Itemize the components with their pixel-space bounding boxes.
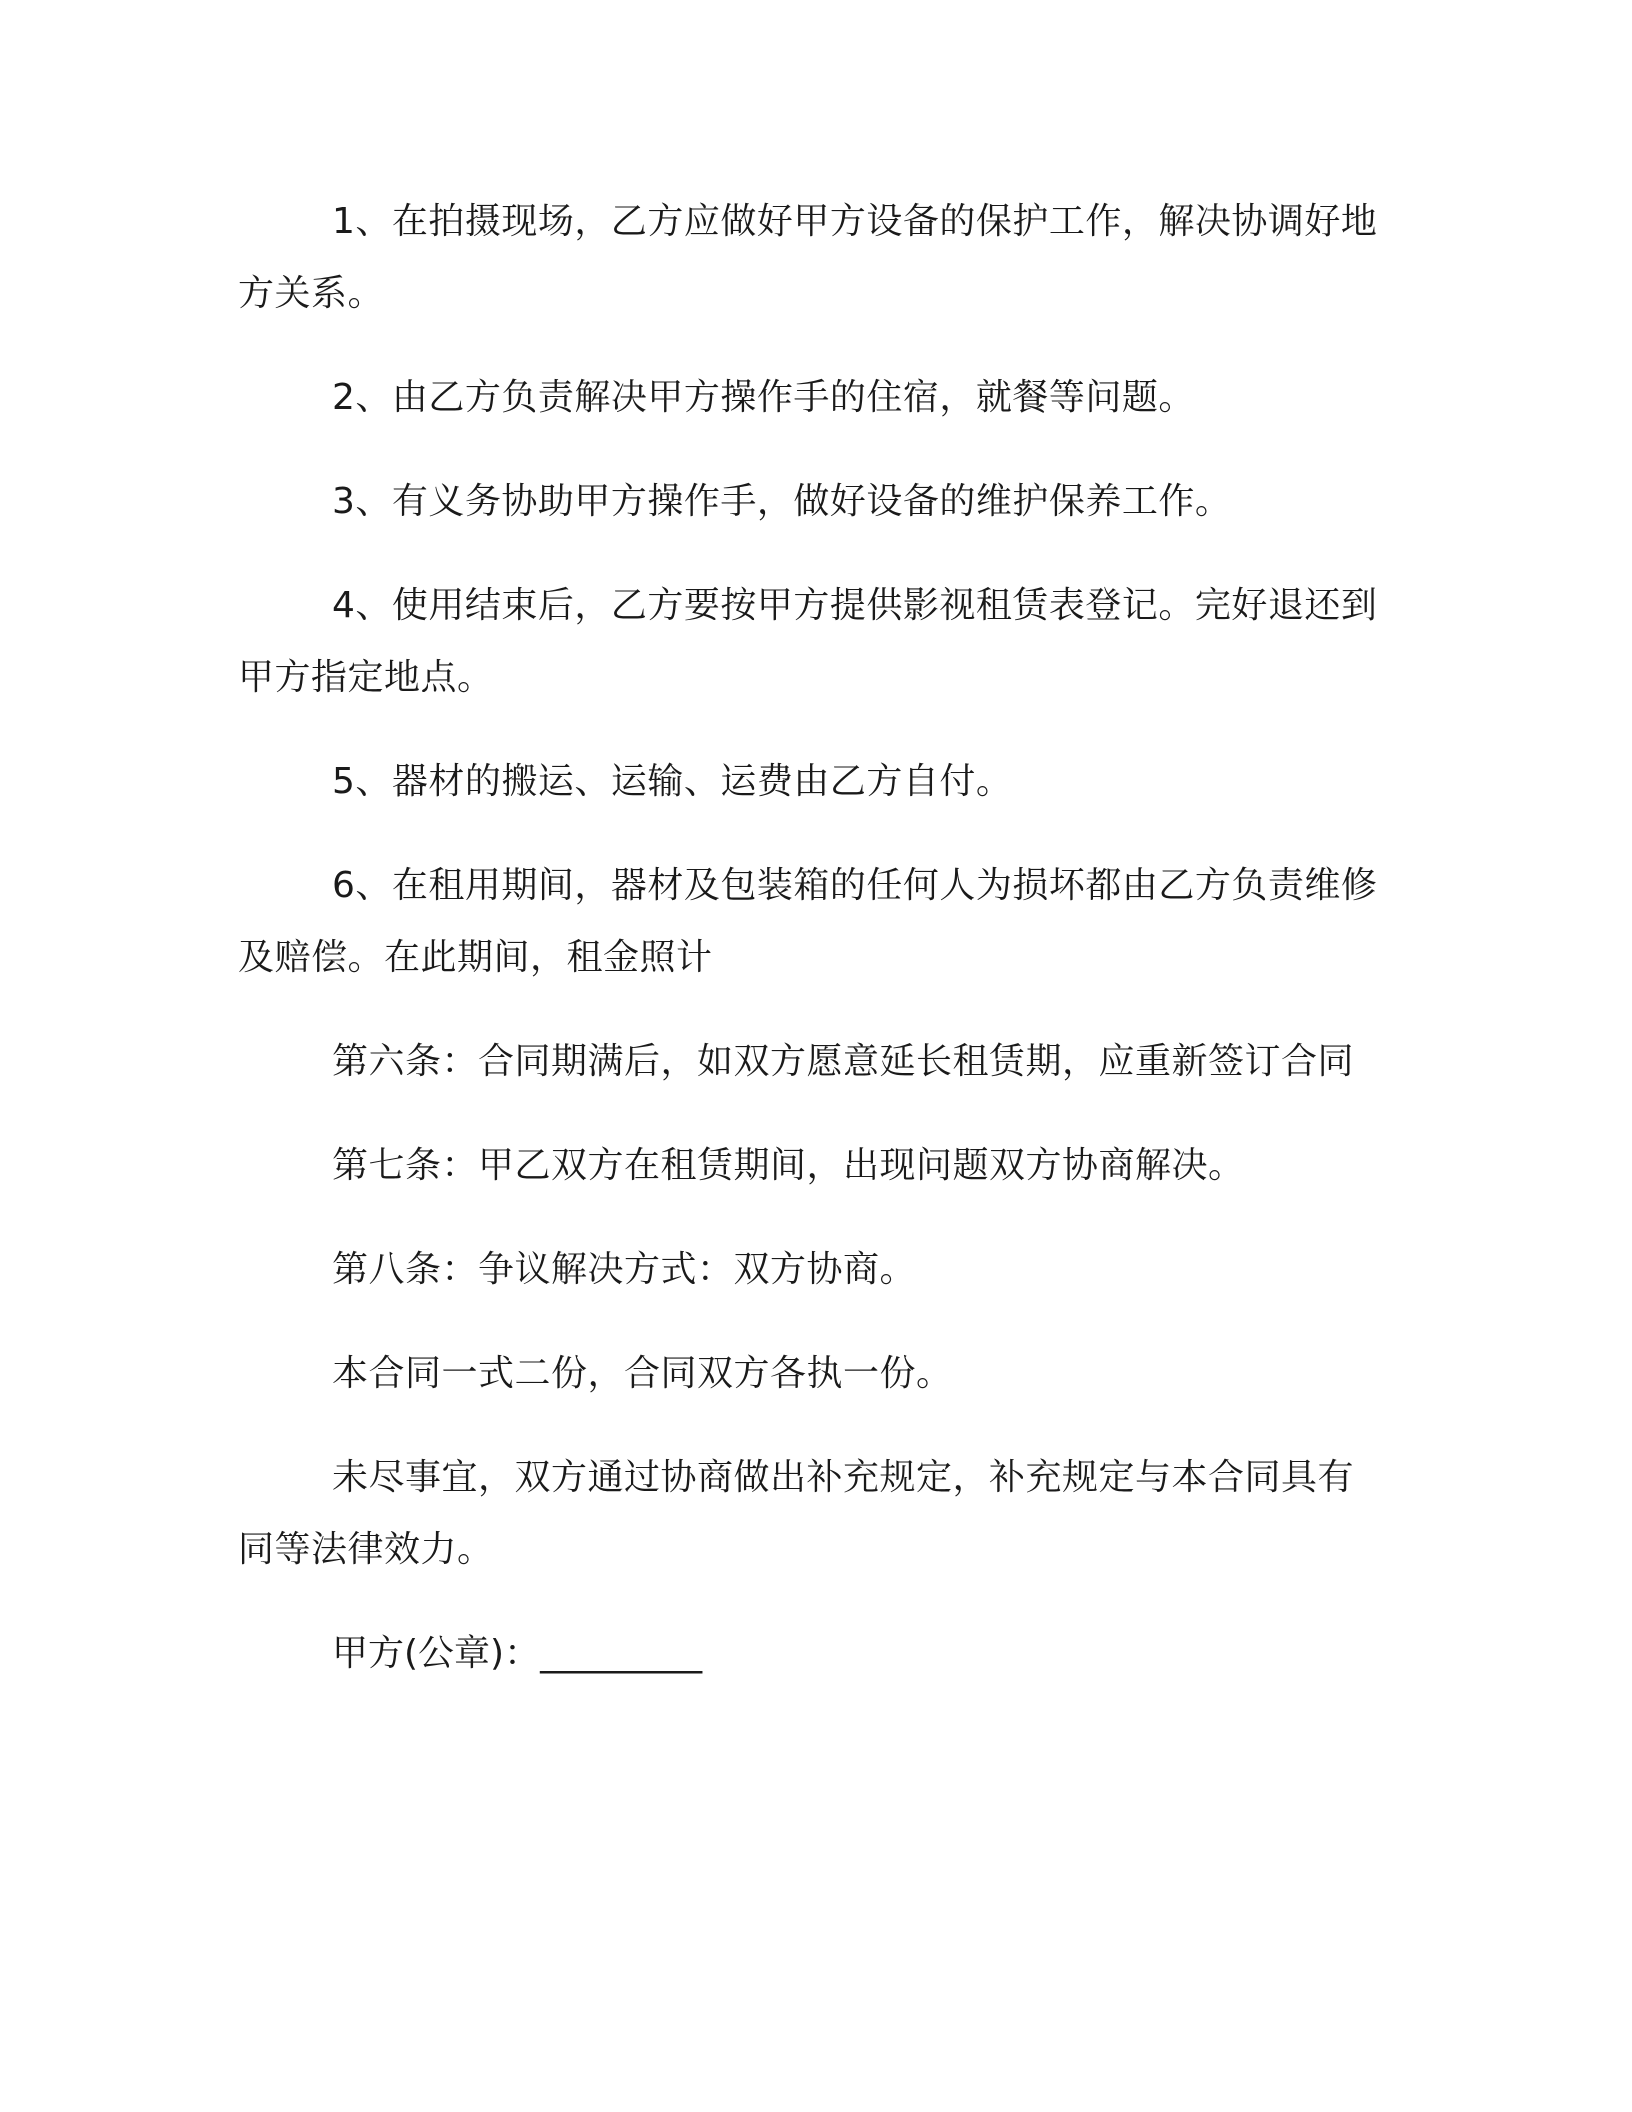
copies-statement: 本合同一式二份，合同双方各执一份。 [332, 1353, 953, 1394]
article-6: 第六条：合同期满后，如双方愿意延长租赁期，应重新签订合同 [332, 1041, 1355, 1082]
document-body [238, 186, 1378, 1690]
party-a-signature-line: 甲方(公章)：_________ [332, 1633, 703, 1674]
clause-1: 1、在拍摄现场，乙方应做好甲方设备的保护工作，解决协调好地方关系。 [238, 201, 1378, 314]
clause-2: 2、由乙方负责解决甲方操作手的住宿，就餐等问题。 [332, 377, 1195, 418]
article-8: 第八条：争议解决方式：双方协商。 [332, 1249, 917, 1290]
clause-3: 3、有义务协助甲方操作手，做好设备的维护保养工作。 [332, 481, 1232, 522]
article-7: 第七条：甲乙双方在租赁期间，出现问题双方协商解决。 [332, 1145, 1245, 1186]
clause-4: 4、使用结束后，乙方要按甲方提供影视租赁表登记。完好退还到甲方指定地点。 [238, 585, 1378, 698]
clause-6: 6、在租用期间，器材及包装箱的任何人为损坏都由乙方负责维修及赔偿。在此期间，租金照计 [238, 865, 1378, 978]
supplementary-terms: 未尽事宜，双方通过协商做出补充规定，补充规定与本合同具有同等法律效力。 [238, 1457, 1355, 1570]
clause-5: 5、器材的搬运、运输、运费由乙方自付。 [332, 761, 1013, 802]
